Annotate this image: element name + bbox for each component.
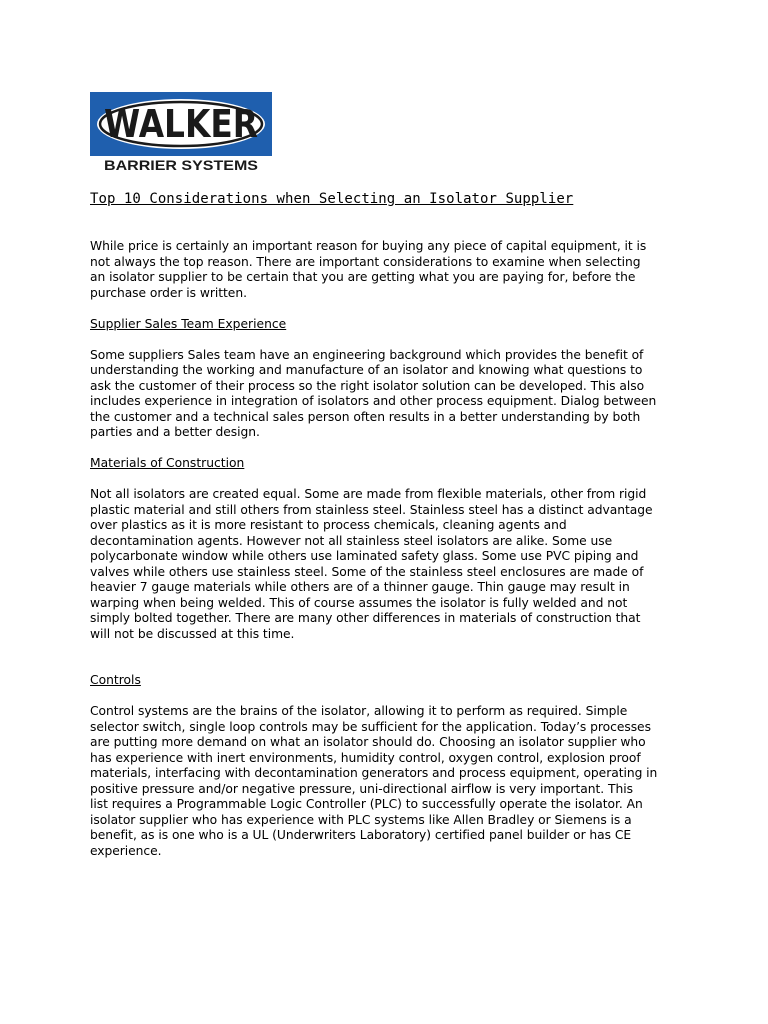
section-heading: Materials of Construction xyxy=(90,456,245,470)
body-line: decontamination agents. However not all stainless steel isolators are alike. Some use xyxy=(90,533,613,548)
body-line: has experience with inert environments, humidity control, oxygen control, explosion proof xyxy=(90,750,641,765)
body-line: valves while others use stainless steel. Some of the stainless steel enclosures are made of xyxy=(90,564,644,579)
body-line: materials, interfacing with decontamination generators and process equipment, operating in xyxy=(90,766,658,780)
body-line: heavier 7 gauge materials while others are of a thinner gauge. Thin gauge may result in xyxy=(90,580,630,594)
body-line: ask the customer of their process so the right isolator solution can be developed. This also xyxy=(90,378,645,393)
logo-tagline: BARRIER SYSTEMS xyxy=(104,157,258,173)
section-heading: Controls xyxy=(90,673,141,687)
body-line: positive pressure and/or negative pressure, uni-directional airflow is very important. This xyxy=(90,781,633,796)
body-line: over plastics as it is more resistant to process chemicals, cleaning agents and xyxy=(90,518,567,532)
body-line: polycarbonate window while others use laminated safety glass. Some use PVC piping and xyxy=(90,549,639,563)
body-line: isolator supplier who has experience with PLC systems like Allen Bradley or Siemens is a xyxy=(90,812,632,827)
body-line: purchase order is written. xyxy=(90,285,247,300)
body-line: not always the top reason. There are important considerations to examine when selecting xyxy=(90,254,641,269)
body-line: While price is certainly an important reason for buying any piece of capital equipment, it is xyxy=(90,239,647,253)
body-line: selector switch, single loop controls may be sufficient for the application. Today’s processes xyxy=(90,719,651,734)
body-line: Control systems are the brains of the isolator, allowing it to perform as required. Simple xyxy=(90,704,628,718)
body-line: will not be discussed at this time. xyxy=(90,626,295,641)
body-line: list requires a Programmable Logic Controller (PLC) to successfully operate the isolator. An xyxy=(90,797,643,811)
document-body xyxy=(90,239,680,859)
walker-logo xyxy=(90,92,272,174)
body-line: plastic material and still others from stainless steel. Stainless steel has a distinct advantage xyxy=(90,502,653,517)
body-line: warping when being welded. This of course assumes the isolator is fully welded and not xyxy=(90,595,628,610)
body-line: understanding the working and manufacture of an isolator and knowing what questions to xyxy=(90,363,643,377)
body-line: simply bolted together. There are many other differences in materials of construction that xyxy=(90,611,641,625)
body-line: Some suppliers Sales team have an engineering background which provides the benefit of xyxy=(90,347,644,362)
body-line: the customer and a technical sales person often results in a better understanding by both xyxy=(90,409,641,424)
body-line: are putting more demand on what an isolator should do. Choosing an isolator supplier who xyxy=(90,735,646,749)
body-line: includes experience in integration of isolators and other process equipment. Dialog between xyxy=(90,394,657,408)
body-line: an isolator supplier to be certain that you are getting what you are paying for, before the xyxy=(90,270,636,284)
body-line: parties and a better design. xyxy=(90,425,260,439)
section-heading: Supplier Sales Team Experience xyxy=(90,316,287,331)
walker-logo-graphic xyxy=(90,92,272,174)
logo-wordmark: WALKER xyxy=(104,102,258,146)
document-title: Top 10 Considerations when Selecting an Isolator Supplier xyxy=(90,191,574,207)
body-line: experience. xyxy=(90,843,162,858)
body-line: benefit, as is one who is a UL (Underwriters Laboratory) certified panel builder or has CE xyxy=(90,828,632,842)
body-line: Not all isolators are created equal. Some are made from flexible materials, other from rigid xyxy=(90,487,647,501)
